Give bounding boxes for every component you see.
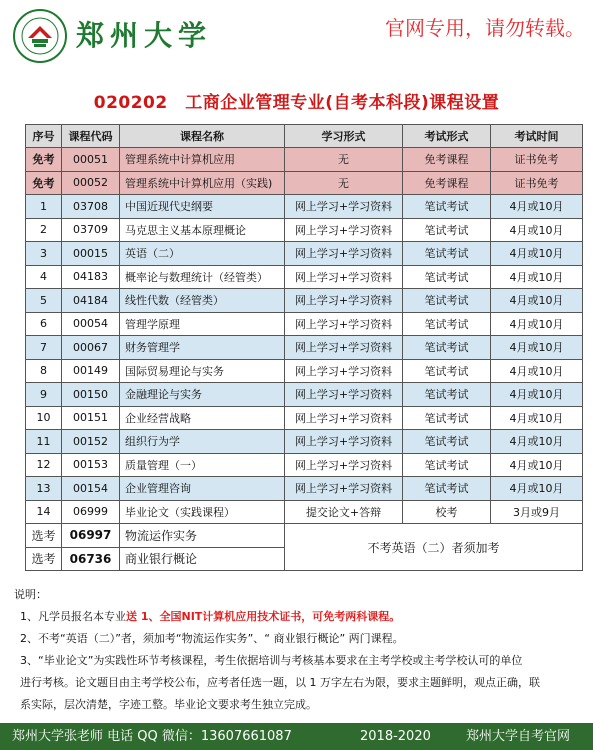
cell-name: 质量管理（一）	[120, 453, 285, 477]
cell-seq: 10	[26, 406, 62, 430]
cell-code: 06997	[62, 524, 120, 548]
cell-time: 4月或10月	[491, 453, 583, 477]
elective-note: 不考英语（二）者须加考	[285, 524, 583, 571]
table-row	[26, 312, 583, 336]
table-row	[26, 265, 583, 289]
table-row	[26, 359, 583, 383]
cell-exam: 笔试考试	[403, 195, 491, 219]
page-header	[0, 0, 593, 72]
cell-exam: 笔试考试	[403, 242, 491, 266]
cell-time: 4月或10月	[491, 359, 583, 383]
table-row	[26, 171, 583, 195]
cell-code: 00052	[62, 171, 120, 195]
footer-bar	[0, 723, 593, 750]
cell-code: 00149	[62, 359, 120, 383]
cell-time: 4月或10月	[491, 312, 583, 336]
cell-seq: 3	[26, 242, 62, 266]
note-3-line-1: 3、“毕业论文”为实践性环节考核课程，考生依据培训与考核基本要求在主考学校或主考学校认可的单位	[20, 654, 523, 667]
cell-study: 网上学习+学习资料	[285, 265, 403, 289]
cell-time: 4月或10月	[491, 477, 583, 501]
cell-seq: 8	[26, 359, 62, 383]
cell-seq: 9	[26, 383, 62, 407]
cell-exam: 免考课程	[403, 171, 491, 195]
cell-seq: 5	[26, 289, 62, 313]
cell-time: 4月或10月	[491, 336, 583, 360]
note-1-highlight: 送 1、全国NIT计算机应用技术证书，可免考两科课程。	[126, 610, 401, 623]
cell-seq: 11	[26, 430, 62, 454]
cell-name: 概率论与数理统计（经管类）	[120, 265, 285, 289]
header-code: 课程代码	[62, 125, 120, 148]
cell-code: 06999	[62, 500, 120, 524]
cell-study: 网上学习+学习资料	[285, 312, 403, 336]
cell-time: 4月或10月	[491, 195, 583, 219]
university-name: 郑州大学	[76, 19, 213, 52]
cell-study: 网上学习+学习资料	[285, 218, 403, 242]
cell-seq: 选考	[26, 547, 62, 571]
cell-time: 4月或10月	[491, 265, 583, 289]
table-row	[26, 242, 583, 266]
notes-section	[14, 584, 584, 716]
cell-study: 网上学习+学习资料	[285, 477, 403, 501]
cell-code: 03709	[62, 218, 120, 242]
cell-code: 00152	[62, 430, 120, 454]
cell-time: 证书免考	[491, 171, 583, 195]
cell-code: 00154	[62, 477, 120, 501]
cell-name: 商业银行概论	[120, 547, 285, 571]
course-table	[25, 124, 583, 571]
cell-name: 毕业论文（实践课程）	[120, 500, 285, 524]
cell-study: 无	[285, 171, 403, 195]
table-row	[26, 477, 583, 501]
cell-time: 4月或10月	[491, 383, 583, 407]
table-row	[26, 406, 583, 430]
cell-exam: 笔试考试	[403, 265, 491, 289]
cell-exam: 笔试考试	[403, 383, 491, 407]
footer-contact: 郑州大学张老师 电话 QQ 微信：13607661087	[12, 729, 292, 744]
copyright-notice: 官网专用，请勿转载。	[385, 16, 585, 40]
cell-study: 网上学习+学习资料	[285, 359, 403, 383]
note-3-line-2: 进行考核。论文题目由主考学校公布，应考者任选一题，以 1 万字左右为限，要求主题鲜明，观点正确，联	[20, 676, 540, 689]
header-exam: 考试形式	[403, 125, 491, 148]
cell-time: 4月或10月	[491, 289, 583, 313]
header-time: 考试时间	[491, 125, 583, 148]
cell-code: 00151	[62, 406, 120, 430]
cell-name: 线性代数（经管类）	[120, 289, 285, 313]
cell-code: 04183	[62, 265, 120, 289]
cell-code: 00015	[62, 242, 120, 266]
table-row	[26, 430, 583, 454]
cell-seq: 14	[26, 500, 62, 524]
table-row	[26, 148, 583, 172]
cell-time: 4月或10月	[491, 430, 583, 454]
notes-heading: 说明：	[14, 588, 47, 601]
cell-exam: 笔试考试	[403, 477, 491, 501]
cell-code: 00150	[62, 383, 120, 407]
cell-study: 提交论文+答辩	[285, 500, 403, 524]
cell-name: 国际贸易理论与实务	[120, 359, 285, 383]
header-study: 学习形式	[285, 125, 403, 148]
cell-study: 网上学习+学习资料	[285, 336, 403, 360]
table-row	[26, 218, 583, 242]
cell-name: 中国近现代史纲要	[120, 195, 285, 219]
table-row	[26, 195, 583, 219]
cell-name: 管理学原理	[120, 312, 285, 336]
page-title: 020202 工商企业管理专业(自考本科段)课程设置	[93, 93, 500, 113]
cell-seq: 12	[26, 453, 62, 477]
elective-row	[26, 524, 583, 548]
cell-seq: 免考	[26, 171, 62, 195]
cell-name: 管理系统中计算机应用	[120, 148, 285, 172]
table-row	[26, 383, 583, 407]
table-row	[26, 336, 583, 360]
cell-code: 06736	[62, 547, 120, 571]
table-row	[26, 289, 583, 313]
cell-seq: 6	[26, 312, 62, 336]
cell-study: 网上学习+学习资料	[285, 406, 403, 430]
note-3-line-3: 系实际，层次清楚，字迹工整。毕业论文要求考生独立完成。	[20, 698, 317, 711]
footer-site: 郑州大学自考官网	[466, 729, 571, 744]
cell-exam: 笔试考试	[403, 312, 491, 336]
note-1-prefix: 1、凡学员报名本专业	[20, 610, 126, 623]
cell-name: 管理系统中计算机应用（实践)	[120, 171, 285, 195]
cell-name: 金融理论与实务	[120, 383, 285, 407]
cell-seq: 选考	[26, 524, 62, 548]
cell-seq: 免考	[26, 148, 62, 172]
cell-seq: 7	[26, 336, 62, 360]
cell-study: 网上学习+学习资料	[285, 430, 403, 454]
cell-exam: 笔试考试	[403, 336, 491, 360]
cell-name: 企业管理咨询	[120, 477, 285, 501]
cell-study: 网上学习+学习资料	[285, 289, 403, 313]
cell-exam: 笔试考试	[403, 359, 491, 383]
table-row	[26, 500, 583, 524]
cell-code: 00051	[62, 148, 120, 172]
cell-code: 00054	[62, 312, 120, 336]
header-seq: 序号	[26, 125, 62, 148]
cell-time: 4月或10月	[491, 406, 583, 430]
cell-seq: 1	[26, 195, 62, 219]
cell-study: 网上学习+学习资料	[285, 195, 403, 219]
cell-exam: 校考	[403, 500, 491, 524]
cell-exam: 笔试考试	[403, 453, 491, 477]
cell-code: 03708	[62, 195, 120, 219]
cell-name: 组织行为学	[120, 430, 285, 454]
cell-name: 马克思主义基本原理概论	[120, 218, 285, 242]
cell-study: 网上学习+学习资料	[285, 453, 403, 477]
note-2: 2、不考“英语（二）”者，须加考“物流运作实务”、“ 商业银行概论” 两门课程。	[20, 632, 404, 645]
footer-years: 2018-2020	[360, 729, 431, 744]
cell-code: 00067	[62, 336, 120, 360]
cell-exam: 笔试考试	[403, 218, 491, 242]
cell-exam: 免考课程	[403, 148, 491, 172]
university-logo-icon	[12, 8, 68, 64]
cell-name: 企业经营战略	[120, 406, 285, 430]
cell-seq: 2	[26, 218, 62, 242]
cell-name: 财务管理学	[120, 336, 285, 360]
cell-seq: 4	[26, 265, 62, 289]
cell-code: 00153	[62, 453, 120, 477]
cell-name: 物流运作实务	[120, 524, 285, 548]
table-body	[26, 148, 583, 571]
cell-exam: 笔试考试	[403, 406, 491, 430]
cell-time: 3月或9月	[491, 500, 583, 524]
cell-time: 4月或10月	[491, 218, 583, 242]
table-header-row	[26, 125, 583, 148]
cell-code: 04184	[62, 289, 120, 313]
cell-time: 4月或10月	[491, 242, 583, 266]
cell-exam: 笔试考试	[403, 289, 491, 313]
cell-study: 网上学习+学习资料	[285, 242, 403, 266]
header-name: 课程名称	[120, 125, 285, 148]
cell-name: 英语（二）	[120, 242, 285, 266]
cell-study: 无	[285, 148, 403, 172]
cell-time: 证书免考	[491, 148, 583, 172]
cell-study: 网上学习+学习资料	[285, 383, 403, 407]
note-1	[14, 606, 584, 628]
cell-exam: 笔试考试	[403, 430, 491, 454]
cell-seq: 13	[26, 477, 62, 501]
table-row	[26, 453, 583, 477]
